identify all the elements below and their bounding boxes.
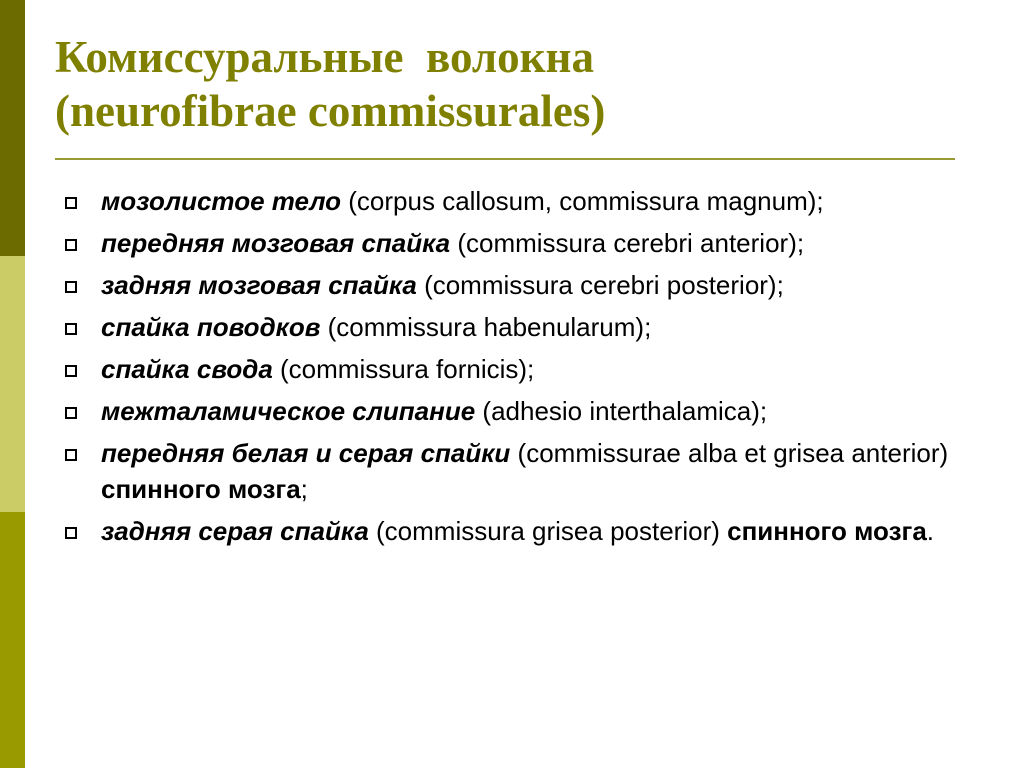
item-text: (commissurae alba et grisea anterior) [510,438,949,468]
square-bullet-icon [65,527,77,539]
item-term-suffix: спинного мозга [101,474,301,504]
square-bullet-icon [65,407,77,419]
item-text: (commissura fornicis); [272,354,535,384]
side-bar-top [0,0,25,256]
square-bullet-icon [65,449,77,461]
side-bar-bottom [0,512,25,768]
item-term: задняя серая спайка [101,516,369,546]
square-bullet-icon [65,239,77,251]
list-item [60,183,960,219]
item-tail: ; [300,474,308,504]
item-term: передняя мозговая спайка [101,228,451,258]
list-item [60,225,960,261]
bullet-list [60,183,960,555]
item-text: (adhesio interthalamica); [475,396,768,426]
list-item [60,267,960,303]
square-bullet-icon [65,197,77,209]
item-term: спайка поводков [101,312,321,342]
slide-title [55,30,955,138]
item-text: (corpus callosum, commissura magnum); [341,186,824,216]
side-bar-middle [0,256,25,512]
list-item [60,393,960,429]
item-term: передняя белая и серая спайки [101,438,511,468]
item-term: мозолистое тело [101,186,342,216]
item-term: спайка свода [101,354,273,384]
list-item [60,309,960,345]
square-bullet-icon [65,365,77,377]
list-item [60,513,960,549]
slide-title-line-2: (neurofibrae commissurales) [55,86,606,136]
item-tail: . [926,516,935,546]
item-term: задняя мозговая спайка [101,270,417,300]
slide-title-line-1: Комиссуральные волокна [55,32,594,82]
list-item [60,435,960,507]
square-bullet-icon [65,323,77,335]
square-bullet-icon [65,281,77,293]
list-item [60,351,960,387]
item-term-suffix: спинного мозга [727,516,927,546]
title-divider [55,158,955,160]
item-text: (commissura cerebri posterior); [416,270,784,300]
item-text: (commissura habenularum); [320,312,652,342]
item-text: (commissura cerebri anterior); [450,228,805,258]
item-term: межталамическое слипание [101,396,476,426]
item-text: (commissura grisea posterior) [368,516,728,546]
